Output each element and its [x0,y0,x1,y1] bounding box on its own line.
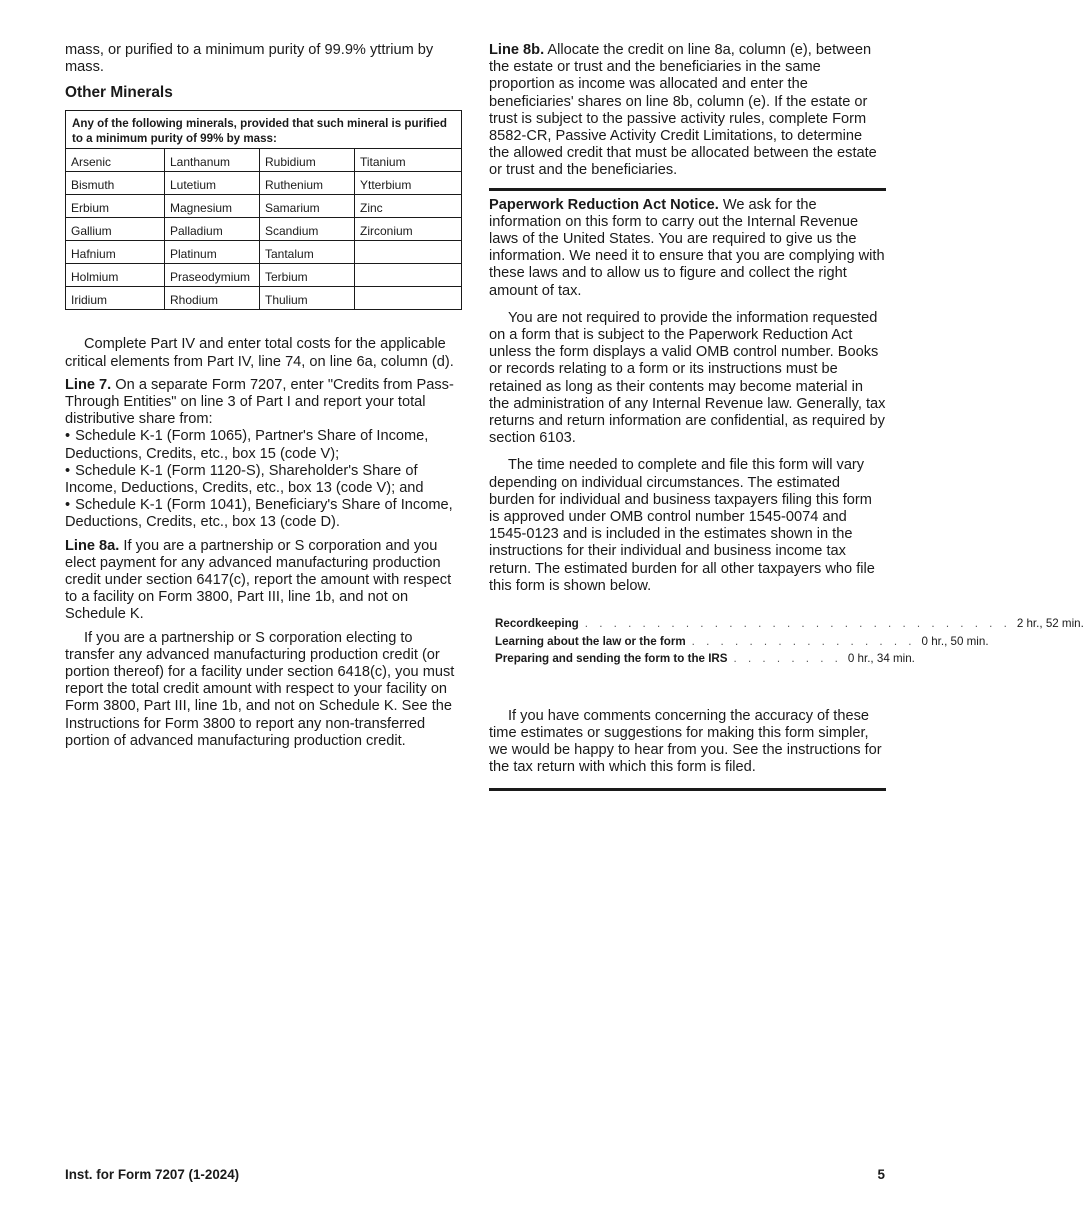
leader-dots: . . . . . . . . . . . . . . . . . . . . . . . . . . . . . . [584,617,1011,631]
line-8b-label: Line 8b. [489,42,545,58]
table-cell: Erbium [66,195,165,218]
time-needed-paragraph: The time needed to complete and file this form will vary depending on individual circumstances. The estimated burden for individual and business taxpayers filing this form is approved under OMB control number 1545-0074 and 1545-0123 and is included in the estimates shown in the instructions for their individual and business income tax return. The estimated burden for all other taxpayers who file this form is shown below. [489,457,875,594]
table-row [66,264,462,287]
table-cell: Lutetium [165,172,260,195]
yttrium-paragraph: mass, or purified to a minimum purity of 99.9% yttrium by mass. [65,42,434,76]
table-cell: Titanium [355,149,462,172]
line-7-text: On a separate Form 7207, enter "Credits from Pass-Through Entities" on line 3 of Part I and report your total distributive share from: [65,376,454,428]
comments-paragraph: If you have comments concerning the accuracy of these time estimates or suggestions for making this form simpler, we would be happy to hear from you. See the instructions for the tax return with which this form is filed. [489,707,882,776]
table-cell: Platinum [165,241,260,264]
line-7-label: Line 7. [65,376,112,393]
table-cell: Zinc [355,195,462,218]
bullet-k1-1041: • Schedule K-1 (Form 1041), Beneficiary's Share of Income, Deductions, Credits, etc., box 13 (code D). [65,497,462,531]
table-cell: Palladium [165,218,260,241]
table-row [66,218,462,241]
table-cell: Magnesium [165,195,260,218]
table-cell: Arsenic [66,149,165,172]
table-cell: Bismuth [66,172,165,195]
line-8a-text: If you are a partnership or S corporation and you elect payment for any advanced manufacturing production credit under section 6417(c), report the amount with respect to a facility on Form 3800, Part III, line 1b, and not on Schedule K. [65,537,452,623]
line-8a-paragraph [65,538,462,624]
table-cell: Ytterbium [355,172,462,195]
table-cell: Gallium [66,218,165,241]
line-8a-label: Line 8a. [65,537,120,554]
paperwork-reduction-text: We ask for the information on this form to carry out the Internal Revenue laws of the United States. You are required to give us the information. We need it to ensure that you are complying with these laws and to allow us to figure and collect the right amount of tax. [489,196,885,299]
paperwork-reduction-label: Paperwork Reduction Act Notice. [489,196,719,213]
section-divider [489,188,886,191]
bullet-k1-1065: • Schedule K-1 (Form 1065), Partner's Share of Income, Deductions, Credits, etc., box 15 (code V); [65,428,462,462]
table-cell: Ruthenium [260,172,355,195]
time-label: Preparing and sending the form to the IRS [495,652,728,666]
table-row [66,149,462,172]
line-8b-text: Allocate the credit on line 8a, column (e), between the estate or trust and the beneficiaries in the same proportion as income was allocated and enter the beneficiaries' shares on line 8b, column (e). If the estate or trust is subject to the passive activity rules, complete Form 8582-CR, Passive Activity Credit Limitations, to determine the allowed credit that must be allocated between the estate or trust and the beneficiaries. [489,42,877,179]
leader-dots: . . . . . . . . . . . . . . . . [691,634,916,648]
table-cell: Zirconium [355,218,462,241]
table-cell: Scandium [260,218,355,241]
right-column [489,42,1084,797]
line-7-paragraph [65,377,462,429]
table-row [495,615,1084,633]
table-cell [355,264,462,287]
bullet-k1-1120s: • Schedule K-1 (Form 1120-S), Shareholder's Share of Income, Deductions, Credits, etc., box 13 (code V); and [65,463,462,497]
table-cell: Iridium [66,287,165,310]
table-cell: Thulium [260,287,355,310]
time-value: 0 hr., 50 min. [921,634,989,648]
table-cell: Terbium [260,264,355,287]
table-cell [355,241,462,264]
time-estimates-table [495,615,1084,668]
table-row [66,287,462,310]
part-iv-paragraph: Complete Part IV and enter total costs for the applicable critical elements from Part IV, line 74, on line 6a, column (d). [65,336,454,370]
table-cell: Hafnium [66,241,165,264]
line-8b-paragraph [489,42,886,180]
page-number: 5 [877,1167,885,1182]
table-cell: Holmium [66,264,165,287]
table-cell: Rhodium [165,287,260,310]
table-row [66,172,462,195]
table-cell: Samarium [260,195,355,218]
minerals-table [65,110,462,310]
table-cell: Rubidium [260,149,355,172]
table-row [66,241,462,264]
paperwork-reduction-paragraph [489,197,886,300]
end-divider [489,788,886,791]
table-row [66,195,462,218]
omb-paragraph: You are not required to provide the information requested on a form that is subject to the Paperwork Reduction Act unless the form displays a valid OMB control number. Books or records relating to a form or its instructions must be retained as long as their contents may become material in the administration of any Internal Revenue law. Generally, tax returns and return information are confidential, as required by section 6103. [489,309,886,447]
time-value: 2 hr., 52 min. [1016,617,1084,631]
other-minerals-heading: Other Minerals [65,84,173,102]
leader-dots: . . . . . . . . [733,652,842,666]
time-label: Learning about the law or the form [495,634,686,648]
time-label: Recordkeeping [495,617,579,631]
line-8a-transfer-paragraph: If you are a partnership or S corporation electing to transfer any advanced manufacturing production credit (or portion thereof) for a facility under section 6418(c), you must report the total credit amount with respect to your facility on Form 3800, Part III, line 1b, and not on Schedule K. See the Instructions for Form 3800 to report any non-transferred portion of advanced manufacturing production credit. [65,629,455,749]
footer-form-title: Inst. for Form 7207 (1-2024) [65,1167,240,1182]
time-value: 0 hr., 34 min. [847,652,915,666]
table-cell: Lanthanum [165,149,260,172]
minerals-table-header: Any of the following minerals, provided that such mineral is purified to a minimum purity of 99% by mass: [66,111,462,149]
table-row [495,633,989,651]
table-row [495,650,915,668]
left-column [65,42,462,756]
table-cell: Praseodymium [165,264,260,287]
table-cell [355,287,462,310]
table-cell: Tantalum [260,241,355,264]
